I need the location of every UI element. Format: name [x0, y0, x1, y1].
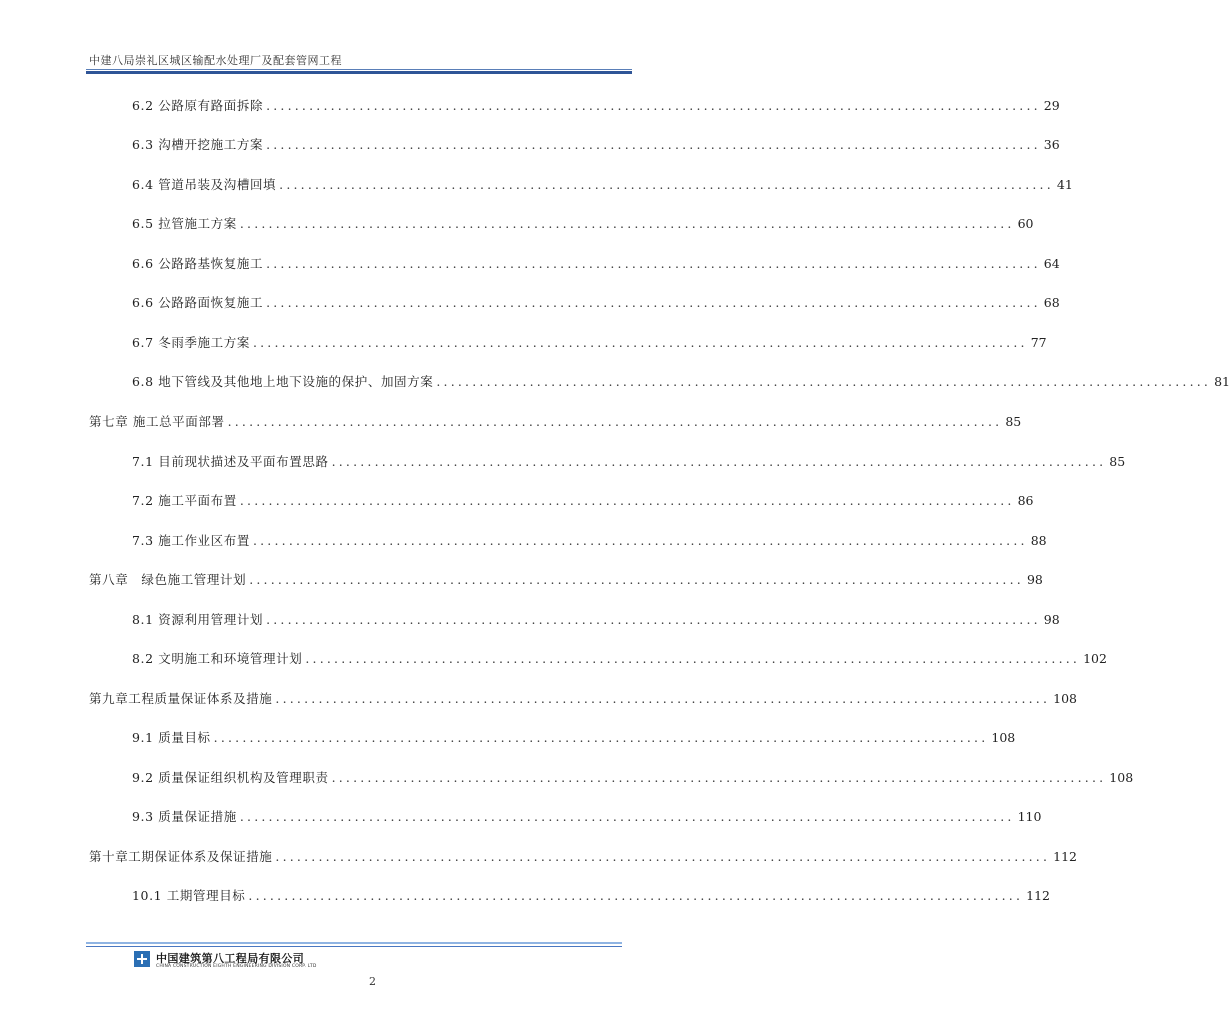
- toc-entry-page: 98: [1026, 572, 1043, 587]
- toc-entry-label: 6.6 公路路面恢复施工: [132, 295, 264, 310]
- toc-entry-page: 77: [1030, 335, 1047, 350]
- toc-entry-page: 108: [991, 730, 1016, 745]
- toc-leader-dots: ............................................................................................................: [331, 770, 1107, 785]
- toc-entry[interactable]: [132, 175, 1073, 193]
- toc-entry[interactable]: [132, 768, 1134, 786]
- toc-entry-label: 7.1 目前现状描述及平面布置思路: [132, 454, 329, 469]
- toc-entry[interactable]: [132, 96, 1060, 114]
- toc-leader-dots: ............................................................................................................: [279, 177, 1054, 192]
- toc-entry-page: 81: [1214, 374, 1230, 389]
- toc-entry-label: 6.3 沟槽开挖施工方案: [132, 137, 264, 152]
- toc-leader-dots: ............................................................................................................: [436, 374, 1212, 389]
- toc-entry-label: 7.3 施工作业区布置: [132, 533, 250, 548]
- toc-entry[interactable]: [132, 807, 1042, 825]
- toc-entry[interactable]: [132, 610, 1060, 628]
- header-rule-thick: [86, 71, 632, 74]
- toc-entry-page: 112: [1026, 888, 1050, 903]
- toc-leader-dots: ............................................................................................................: [252, 335, 1028, 350]
- toc-entry[interactable]: [132, 293, 1060, 311]
- page-number: 2: [369, 975, 376, 988]
- toc-entry-label: 6.2 公路原有路面拆除: [132, 98, 264, 113]
- document-header-title: 中建八局崇礼区城区输配水处理厂及配套管网工程: [89, 54, 342, 67]
- toc-entry-page: 68: [1043, 295, 1060, 310]
- toc-entry[interactable]: [132, 649, 1107, 667]
- toc-entry-page: 110: [1017, 809, 1042, 824]
- toc-entry-label: 6.7 冬雨季施工方案: [132, 335, 250, 350]
- toc-entry-page: 108: [1109, 770, 1134, 785]
- toc-entry[interactable]: [132, 886, 1050, 904]
- toc-entry-page: 85: [1109, 454, 1126, 469]
- toc-entry-label: 7.2 施工平面布置: [132, 493, 237, 508]
- toc-entry[interactable]: [132, 491, 1034, 509]
- toc-leader-dots: ............................................................................................................: [275, 691, 1051, 706]
- toc-chapter-entry[interactable]: [89, 412, 1022, 430]
- toc-entry[interactable]: [132, 372, 1230, 390]
- toc-entry-label: 9.2 质量保证组织机构及管理职责: [132, 770, 329, 785]
- toc-entry[interactable]: [132, 333, 1047, 351]
- toc-leader-dots: ............................................................................................................: [305, 651, 1081, 666]
- toc-leader-dots: ............................................................................................................: [275, 849, 1051, 864]
- toc-entry-page: 64: [1043, 256, 1060, 271]
- company-name-cn: 中国建筑第八工程局有限公司: [156, 952, 305, 965]
- toc-entry-label: 6.8 地下管线及其他地上地下设施的保护、加固方案: [132, 374, 434, 389]
- toc-entry-label: 10.1 工期管理目标: [132, 888, 246, 903]
- toc-entry-label: 9.3 质量保证措施: [132, 809, 237, 824]
- toc-leader-dots: ............................................................................................................: [249, 572, 1024, 587]
- footer-rule: [86, 942, 622, 944]
- toc-entry-label: 8.1 资源利用管理计划: [132, 612, 264, 627]
- toc-entry-page: 88: [1030, 533, 1047, 548]
- toc-entry-page: 98: [1043, 612, 1060, 627]
- toc-entry[interactable]: [132, 531, 1047, 549]
- toc-entry-page: 108: [1053, 691, 1077, 706]
- toc-leader-dots: ............................................................................................................: [213, 730, 989, 745]
- company-logo-icon: [134, 951, 150, 967]
- toc-leader-dots: ............................................................................................................: [252, 533, 1028, 548]
- toc-leader-dots: ............................................................................................................: [331, 454, 1107, 469]
- toc-entry-page: 86: [1017, 493, 1034, 508]
- toc-chapter-entry[interactable]: [89, 570, 1043, 588]
- toc-leader-dots: ............................................................................................................: [239, 493, 1015, 508]
- toc-entry-page: 29: [1043, 98, 1060, 113]
- toc-entry-label: 第九章工程质量保证体系及措施: [89, 691, 273, 706]
- header-rule: [86, 69, 632, 70]
- toc-entry-page: 85: [1005, 414, 1022, 429]
- toc-leader-dots: ............................................................................................................: [239, 809, 1015, 824]
- toc-leader-dots: ............................................................................................................: [248, 888, 1024, 903]
- toc-chapter-entry[interactable]: [89, 847, 1077, 865]
- toc-entry[interactable]: [132, 728, 1016, 746]
- toc-leader-dots: ............................................................................................................: [266, 137, 1041, 152]
- toc-leader-dots: ............................................................................................................: [239, 216, 1015, 231]
- toc-entry-label: 6.5 拉管施工方案: [132, 216, 237, 231]
- toc-entry-page: 102: [1083, 651, 1107, 666]
- toc-leader-dots: ............................................................................................................: [266, 256, 1041, 271]
- toc-entry-page: 41: [1056, 177, 1073, 192]
- toc-leader-dots: ............................................................................................................: [266, 295, 1041, 310]
- toc-entry-label: 第八章 绿色施工管理计划: [89, 572, 247, 587]
- toc-entry[interactable]: [132, 254, 1060, 272]
- toc-leader-dots: ............................................................................................................: [227, 414, 1003, 429]
- toc-entry[interactable]: [132, 214, 1034, 232]
- toc-entry-label: 6.4 管道吊装及沟槽回填: [132, 177, 277, 192]
- toc-entry-label: 8.2 文明施工和环境管理计划: [132, 651, 303, 666]
- toc-entry-page: 36: [1043, 137, 1060, 152]
- footer-rule-thin: [86, 946, 622, 947]
- toc-entry-page: 112: [1053, 849, 1077, 864]
- toc-entry-page: 60: [1017, 216, 1034, 231]
- toc-entry-label: 第七章 施工总平面部署: [89, 414, 225, 429]
- toc-chapter-entry[interactable]: [89, 689, 1077, 707]
- toc-leader-dots: ............................................................................................................: [266, 612, 1041, 627]
- company-name-en: CHINA CONSTRUCTION EIGHTH ENGINEERING DIVISION CORP. LTD: [156, 964, 317, 969]
- toc-entry-label: 6.6 公路路基恢复施工: [132, 256, 264, 271]
- toc-leader-dots: ............................................................................................................: [266, 98, 1041, 113]
- toc-entry[interactable]: [132, 135, 1060, 153]
- toc-entry-label: 第十章工期保证体系及保证措施: [89, 849, 273, 864]
- toc-entry[interactable]: [132, 452, 1126, 470]
- toc-entry-label: 9.1 质量目标: [132, 730, 211, 745]
